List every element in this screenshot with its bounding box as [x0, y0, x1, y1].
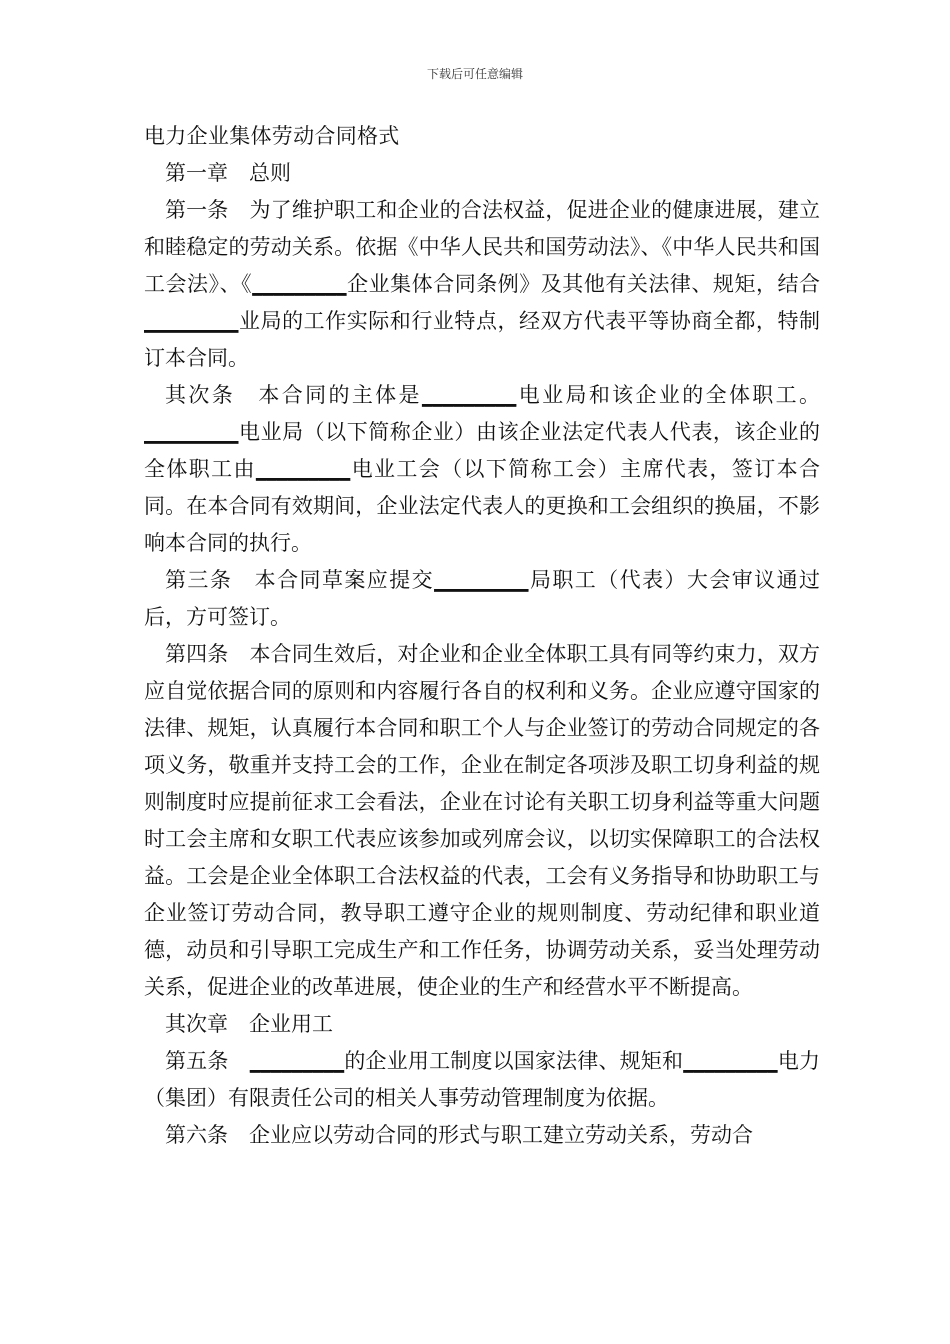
fill-blank: _________ [255, 457, 351, 481]
fill-blank: _________ [144, 309, 239, 333]
article-1-lead: 第一条 为了维护职工和企业的合法权益，促进企业的健康进展，建立和睦稳定的劳动关系。依据《中华人民共和国劳动法》、《中华人民共和国工会法》、《 [144, 198, 820, 296]
document-title: 电力企业集体劳动合同格式 [144, 124, 400, 148]
article-2-tail: 电业工会（以下简称工会）主席代表，签订本合同。在本合同有效期间，企业法定代表人的更换和工会组织的换届，不影响本合同的执行。 [144, 457, 820, 555]
page-header [0, 66, 950, 82]
fill-blank: _________ [434, 568, 529, 592]
fill-blank: _________ [683, 1049, 778, 1073]
document-body [144, 118, 820, 1154]
fill-blank: _________ [252, 272, 347, 296]
article-2-mid2: 电业局（以下简称企业）由该企业法定代表人代表，该企业的全体职工由 [144, 420, 820, 481]
article-5-mid: 的企业用工制度以国家法律、规矩和 [344, 1049, 684, 1073]
article-3 [144, 562, 820, 636]
fill-blank: _________ [144, 420, 239, 444]
chapter-heading-2: 其次章 企业用工 [165, 1012, 333, 1036]
article-3-lead: 第三条 本合同草案应提交 [165, 568, 435, 592]
article-1-tail: 业局的工作实际和行业特点，经双方代表平等协商全都，特制订本合同。 [144, 309, 820, 370]
article-1-mid: 企业集体合同条例》及其他有关法律、规矩，结合 [346, 272, 821, 296]
article-5-lead: 第五条 [165, 1049, 250, 1073]
article-4: 第四条 本合同生效后，对企业和企业全体职工具有同等约束力，双方应自觉依据合同的原则和内容履行各自的权利和义务。企业应遵守国家的法律、规矩，认真履行本合同和职工个人与企业签订的劳动合同规定的各项义务，敬重并支持工会的工作，企业在制定各项涉及职工切身利益的规则制度时应提前征求工会看法，企业在讨论有关职工切身利益等重大问题时工会主席和女职工代表应该参加或列席会议，以切实保障职工的合法权益。工会是企业全体职工合法权益的代表，工会有义务指导和协助职工与企业签订劳动合同，教导职工遵守企业的规则制度、劳动纪律和职业道德，动员和引导职工完成生产和工作任务，协调劳动关系，妥当处理劳动关系，促进企业的改革进展，使企业的生产和经营水平不断提高。 [144, 642, 820, 999]
article-1 [144, 192, 820, 377]
fill-blank: _________ [249, 1049, 345, 1073]
article-5-tail: 电力（集团）有限责任公司的相关人事劳动管理制度为依据。 [144, 1049, 821, 1110]
article-2-lead: 其次条 本合同的主体是 [165, 383, 422, 407]
article-5 [144, 1043, 820, 1117]
chapter-heading-1: 第一章 总则 [165, 161, 291, 185]
article-2 [144, 377, 820, 562]
article-3-tail: 局职工（代表）大会审议通过后，方可签订。 [144, 568, 821, 629]
article-2-mid1: 电业局和该企业的全体职工。 [516, 383, 821, 407]
fill-blank: _________ [421, 383, 517, 407]
article-6: 第六条 企业应以劳动合同的形式与职工建立劳动关系，劳动合 [165, 1123, 753, 1147]
header-text: 下载后可任意编辑 [426, 67, 523, 81]
